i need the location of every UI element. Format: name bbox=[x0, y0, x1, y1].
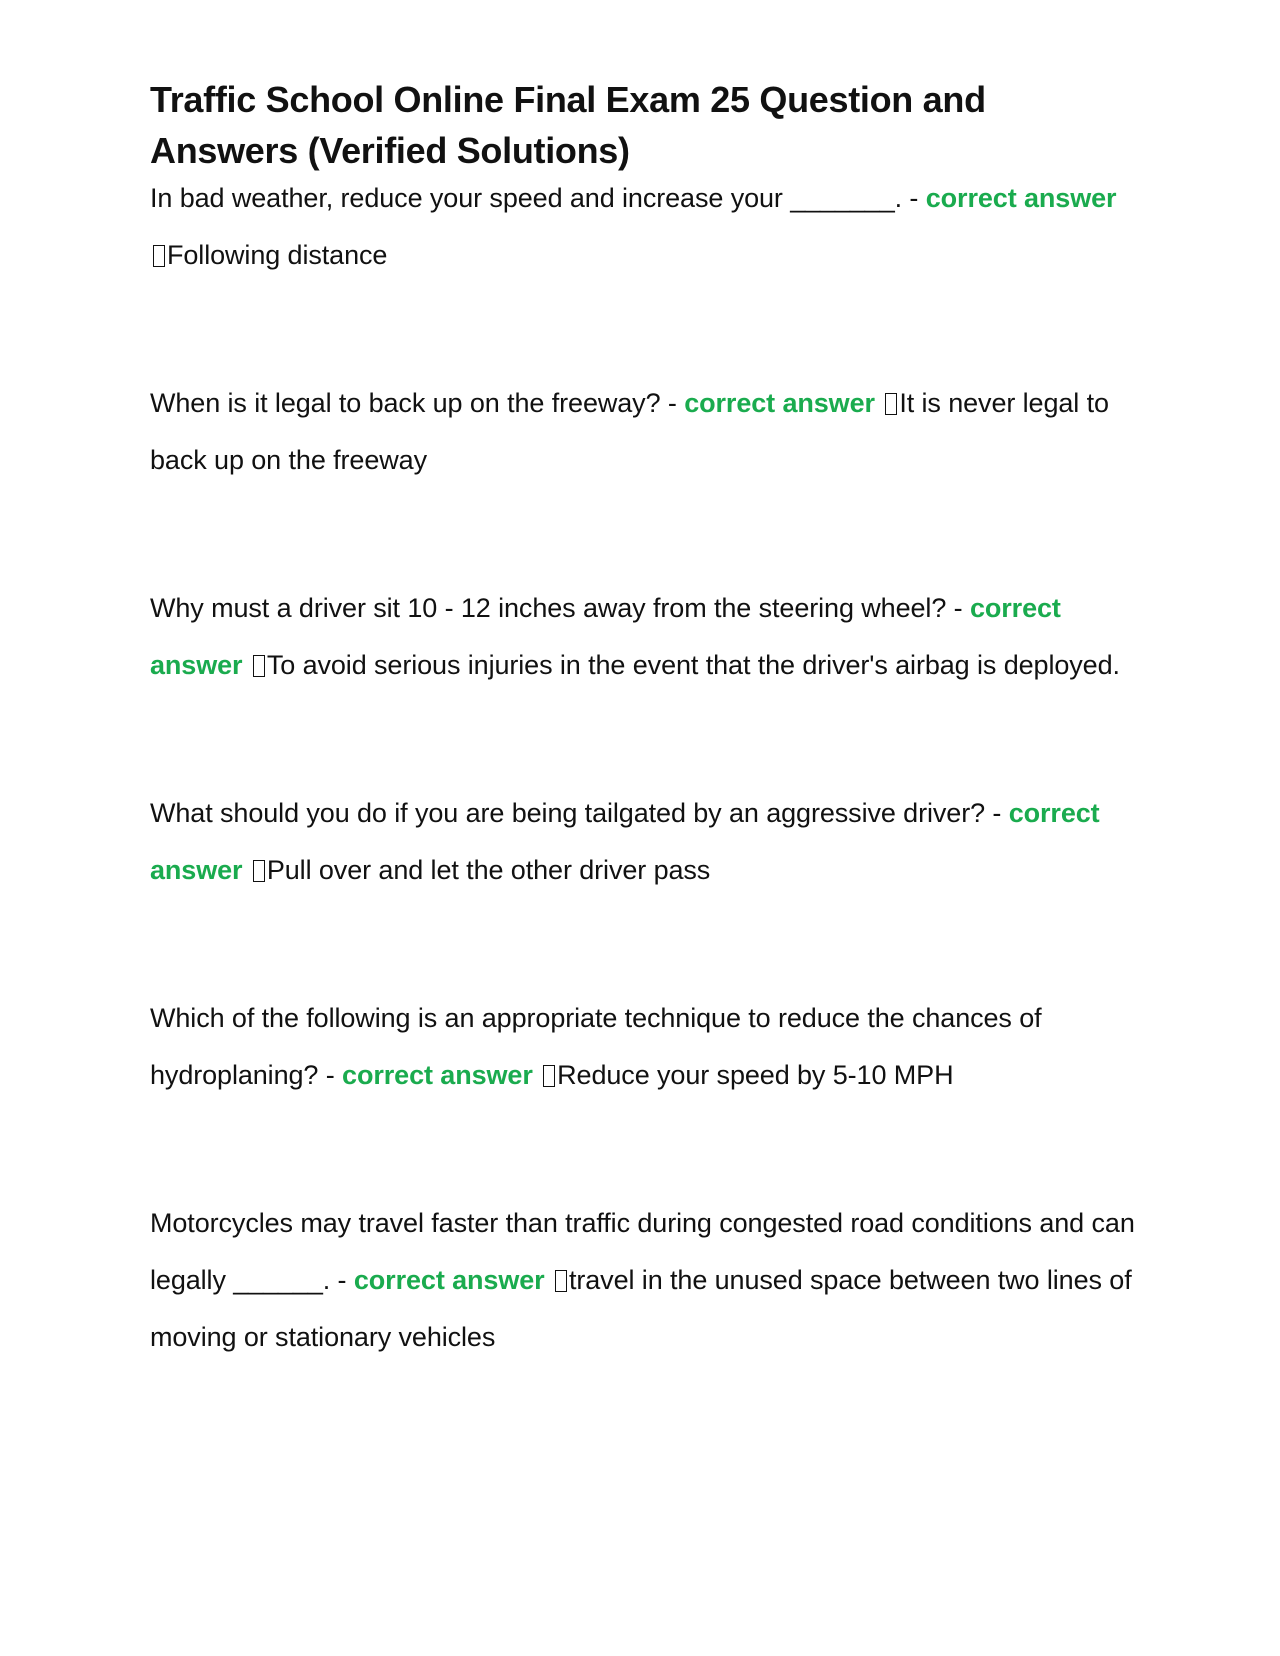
separator: - bbox=[985, 798, 1009, 828]
answer-text: It is never legal to back up on the freeway bbox=[150, 388, 1109, 475]
question-text: What should you do if you are being tailgated by an aggressive driver? bbox=[150, 798, 986, 828]
missing-glyph-box-icon bbox=[555, 1270, 567, 1292]
answer-text: Reduce your speed by 5-10 MPH bbox=[557, 1060, 954, 1090]
answer-text: travel in the unused space between two lines of moving or stationary vehicles bbox=[150, 1265, 1132, 1352]
document-title: Traffic School Online Final Exam 25 Question and Answers (Verified Solutions) bbox=[150, 79, 986, 171]
qa-item bbox=[150, 990, 1140, 1104]
separator: - bbox=[330, 1265, 354, 1295]
separator: - bbox=[318, 1060, 343, 1090]
question-text: In bad weather, reduce your speed and increase your _______. bbox=[150, 183, 903, 213]
qa-list bbox=[150, 170, 1140, 1366]
question-text: Why must a driver sit 10 - 12 inches away from the steering wheel? bbox=[150, 593, 947, 623]
separator: - bbox=[902, 183, 926, 213]
answer-text: To avoid serious injuries in the event that the driver's airbag is deployed. bbox=[266, 650, 1120, 680]
question-text: When is it legal to back up on the freeway? bbox=[150, 388, 661, 418]
document-page bbox=[150, 74, 1140, 1457]
qa-item bbox=[150, 580, 1140, 694]
qa-item bbox=[150, 1195, 1140, 1366]
qa-item bbox=[150, 785, 1140, 899]
separator: - bbox=[660, 388, 685, 418]
correct-answer-label: correct answer bbox=[684, 388, 875, 418]
qa-item bbox=[150, 170, 1140, 284]
correct-answer-label: correct answer bbox=[925, 183, 1117, 213]
correct-answer-label: correct answer bbox=[150, 798, 1100, 885]
separator: - bbox=[946, 593, 970, 623]
correct-answer-label: correct answer bbox=[342, 1060, 533, 1090]
missing-glyph-box-icon bbox=[543, 1065, 555, 1087]
qa-item bbox=[150, 375, 1140, 489]
missing-glyph-box-icon bbox=[253, 860, 265, 882]
missing-glyph-box-icon bbox=[153, 245, 165, 267]
answer-text: Pull over and let the other driver pass bbox=[266, 855, 711, 885]
missing-glyph-box-icon bbox=[885, 393, 897, 415]
correct-answer-label: correct answer bbox=[353, 1265, 545, 1295]
question-text: Motorcycles may travel faster than traffic during congested road conditions and can legally ______. bbox=[150, 1208, 1135, 1295]
question-text: Which of the following is an appropriate technique to reduce the chances of hydroplaning? bbox=[150, 1003, 1042, 1090]
correct-answer-label: correct answer bbox=[150, 593, 1061, 680]
missing-glyph-box-icon bbox=[253, 655, 265, 677]
answer-text: Following distance bbox=[167, 240, 388, 270]
